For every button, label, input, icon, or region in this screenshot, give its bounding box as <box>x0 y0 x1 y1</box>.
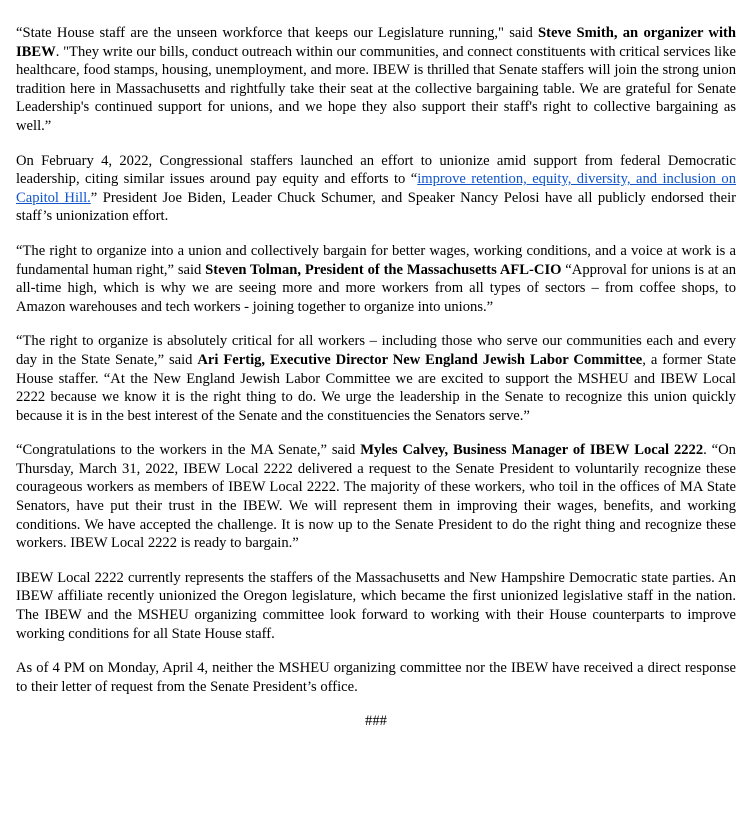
speaker-name-steven-tolman: Steven Tolman, President of the Massachusetts AFL-CIO <box>205 261 562 278</box>
quote-paragraph-steve-smith <box>16 24 736 136</box>
paragraph-text: ” President Joe Biden, Leader Chuck Schumer, and Speaker Nancy Pelosi have all publicly endorsed their staff’s unionization effort. <box>16 189 737 225</box>
paragraph-text: , a former State House staffer. “At the New England Jewish Labor Committee we are excited to support the MSHEU and IBEW Local 2222 because we know it is the right thing to do. We urge the leadership in the Senate to recognize this union quickly because it is in the best interest of the Senate and the constituencies the Senators serve.” <box>16 351 736 424</box>
paragraph-text: As of 4 PM on Monday, April 4, neither the MSHEU organizing committee nor the IBEW have received a direct response to their letter of request from the Senate President’s office. <box>16 660 736 695</box>
paragraph-text: . “On Thursday, March 31, 2022, IBEW Local 2222 delivered a request to the Senate President to voluntarily recognize these courageous workers as members of IBEW Local 2222. The majority of these workers, who toil in the offices of MA State Senators, have put their trust in the IBEW. We will represent them in improving their wages, benefits, and working conditions. We have accepted the challenge. It is now up to the Senate President to do the right thing and recognize these workers. IBEW Local 2222 is ready to bargain.” <box>16 442 736 552</box>
paragraph-text: “State House staff are the unseen workforce that keeps our Legislature running," said <box>16 25 539 41</box>
paragraph-text: On February 4, 2022, Congressional staffers launched an effort to unionize amid support from federal Democratic leadership, citing similar issues around pay equity and efforts to “ <box>16 152 736 188</box>
ibew-representation-paragraph <box>16 569 736 643</box>
paragraph-text: “Approval for unions is at an all-time high, which is why we are seeing more and more workers from all types of sectors – from coffee shops, to Amazon warehouses and tech workers - joining together to organize into unions.” <box>16 261 737 315</box>
paragraph-text: “Congratulations to the workers in the MA Senate,” said <box>16 442 361 459</box>
status-update-paragraph <box>16 659 736 696</box>
paragraph-text: . "They write our bills, conduct outreach within our communities, and connect constituents with critical services like healthcare, food stamps, housing, unemployment, and more. IBEW is thrilled that Senate staffers will join the strong union tradition here in Massachusetts and rightfully take their seat at the collective bargaining table. We are grateful for Senate Leadership's continued support for unions, and we hope they also support their staff's right to collective bargaining as well.” <box>16 43 736 134</box>
quote-paragraph-steven-tolman <box>16 242 736 316</box>
end-of-release-mark: ### <box>365 713 387 730</box>
quote-paragraph-myles-calvey <box>16 441 736 553</box>
speaker-name-steve-smith: Steve Smith, an organizer with IBEW <box>16 25 736 60</box>
paragraph-text: “The right to organize is absolutely critical for all workers – including those who serve our communities each and every day in the State Senate,” said <box>16 333 736 368</box>
paragraph-text: “The right to organize into a union and collectively bargain for better wages, working conditions, and a voice at work is a fundamental human right,” said <box>16 242 736 278</box>
speaker-name-ari-fertig: Ari Fertig, Executive Director New England Jewish Labor Committee <box>197 351 643 368</box>
speaker-name-myles-calvey: Myles Calvey, Business Manager of IBEW Local 2222 <box>360 442 704 459</box>
paragraph-text: IBEW Local 2222 currently represents the staffers of the Massachusetts and New Hampshire Democratic state parties. An IBEW affiliate recently unionized the Oregon legislature, which became the first unionized legislative staff in the nation. The IBEW and the MSHEU organizing committee look forward to working with their House counterparts to improve working conditions for all State House staff. <box>16 569 736 642</box>
quote-paragraph-ari-fertig <box>16 332 736 425</box>
capitol-hill-link[interactable]: improve retention, equity, diversity, and inclusion on Capitol Hill. <box>16 171 736 206</box>
congressional-staffers-paragraph <box>16 152 736 226</box>
press-release-body <box>16 24 736 731</box>
